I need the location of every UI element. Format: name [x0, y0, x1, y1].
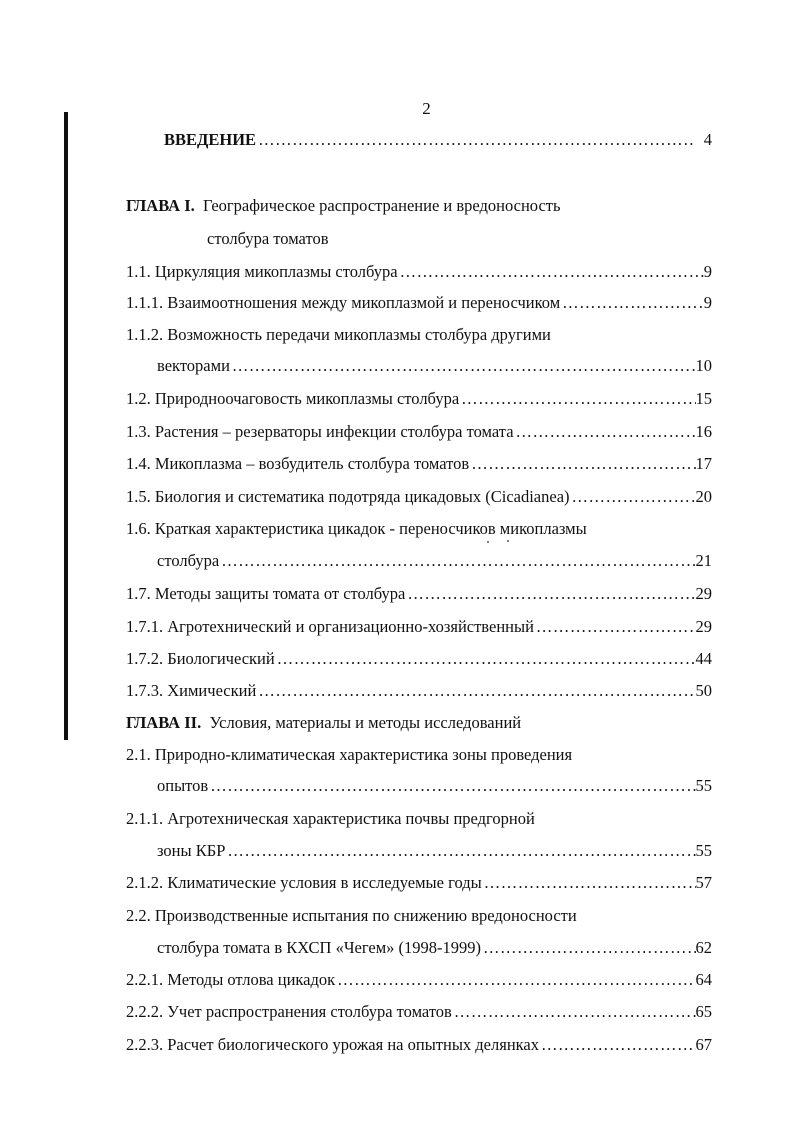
toc-entry [126, 999, 712, 1025]
toc-leader-dots [335, 967, 695, 993]
toc-leader-dots [514, 419, 696, 445]
toc-entry-page: 20 [695, 487, 712, 506]
toc-leader-dots [534, 614, 696, 640]
toc-leader-dots [469, 451, 695, 477]
toc-leader-dots [256, 678, 695, 704]
toc-entry [126, 386, 712, 412]
toc-entry-label: 2.1.1. Агротехническая характеристика почвы предгорной [126, 809, 535, 828]
toc-entry-page: 15 [695, 389, 712, 408]
toc-leader-dots [208, 773, 695, 799]
toc-entry-page: 29 [695, 617, 712, 636]
toc-leader-dots [539, 1032, 696, 1058]
toc-entry-page: 55 [695, 841, 712, 860]
toc-entry [126, 614, 712, 640]
toc-entry-label: 2.2.3. Расчет биологического урожая на опытных делянках [126, 1035, 539, 1054]
toc-entry-label: опытов [157, 776, 209, 795]
toc-entry-page: 55 [695, 776, 712, 795]
toc-entry-cont [157, 838, 712, 864]
toc-entry [126, 516, 712, 542]
toc-entry-label: 1.1.2. Возможность передачи микоплазмы столбура другими [126, 325, 551, 344]
toc-leader-dots [405, 581, 695, 607]
toc-entry [126, 1032, 712, 1058]
chapter-1-heading [126, 193, 712, 219]
toc-entry-label: 1.7.1. Агротехнический и организационно-хозяйственный [126, 617, 534, 636]
toc-entry [126, 678, 712, 704]
toc-entry-page: 64 [695, 970, 712, 989]
toc-entry [126, 903, 712, 929]
toc-intro-label: ВВЕДЕНИЕ [164, 130, 257, 149]
toc-entry-label: 1.1.1. Взаимоотношения между микоплазмой и переносчиком [126, 293, 561, 312]
toc-entry [126, 259, 712, 285]
toc-entry [126, 646, 712, 672]
toc-entry [126, 322, 712, 348]
toc-entry [126, 484, 712, 510]
toc-entry-label: столбура томата в КХСП «Чегем» (1998-1999) [157, 938, 482, 957]
toc-entry-label: 2.2.1. Методы отлова цикадок [126, 970, 336, 989]
toc-leader-dots [225, 838, 695, 864]
toc-entry-label: 1.5. Биология и систематика подотряда цикадовых (Cicadianea) [126, 487, 570, 506]
toc-entry [126, 581, 712, 607]
chapter-1-title: Географическое распространение и вредоносность [203, 196, 561, 215]
chapter-1-number: ГЛАВА I. [126, 196, 195, 215]
chapter-2-title: Условия, материалы и методы исследований [209, 713, 522, 732]
toc-entry-label: 1.7. Методы защиты томата от столбура [126, 584, 406, 603]
chapter-2-heading [126, 710, 712, 736]
toc-entry-page: 67 [695, 1035, 712, 1054]
toc-entry-page: 16 [695, 422, 712, 441]
toc-entry [126, 290, 712, 316]
toc-entry-page: 10 [695, 356, 712, 375]
toc-leader-dots [230, 353, 696, 379]
toc-entry-cont [157, 548, 712, 574]
toc-intro [164, 127, 712, 153]
toc-entry [126, 419, 712, 445]
toc-entry-page: 21 [695, 551, 712, 570]
scan-margin-bar [64, 112, 68, 740]
toc-entry-label: столбура [157, 551, 220, 570]
toc-entry-page: 17 [695, 454, 712, 473]
toc-entry-page: 44 [695, 649, 712, 668]
chapter-1-heading-cont: столбура томатов [207, 229, 329, 248]
toc-entry [126, 742, 712, 768]
toc-entry-page: 50 [695, 681, 712, 700]
toc-entry-label: зоны КБР [157, 841, 226, 860]
toc-entry-label: 1.4. Микоплазма – возбудитель столбура томатов [126, 454, 470, 473]
toc-entry [126, 806, 712, 832]
toc-intro-page: 4 [703, 130, 712, 149]
toc-leader-dots [560, 290, 704, 316]
toc-entry-label: 1.3. Растения – резерваторы инфекции столбура томата [126, 422, 514, 441]
toc-entry-label: 1.6. Краткая характеристика цикадок - переносчиков микоплазмы [126, 519, 587, 538]
toc-entry-label: 2.2. Производственные испытания по снижению вредоносности [126, 906, 577, 925]
toc-entry-cont [157, 773, 712, 799]
toc-entry-label: 2.1.2. Климатические условия в исследуемые годы [126, 873, 482, 892]
toc-leader-dots [398, 259, 704, 285]
toc-entry-label: 2.1. Природно-климатическая характеристика зоны проведения [126, 745, 573, 764]
chapter-2-number: ГЛАВА II. [126, 713, 202, 732]
toc-leader-dots [275, 646, 696, 672]
toc-entry-label: 1.2. Природноочаговость микоплазмы столбура [126, 389, 460, 408]
toc-entry [126, 870, 712, 896]
toc-leader-dots [256, 127, 696, 153]
toc-entry-page: 62 [695, 938, 712, 957]
toc-entry-cont [157, 935, 712, 961]
toc-entry-label: 2.2.2. Учет распространения столбура томатов [126, 1002, 452, 1021]
toc-entry-page: 29 [695, 584, 712, 603]
toc-entry [126, 451, 712, 477]
toc-leader-dots [481, 935, 695, 961]
toc-entry-cont [157, 353, 712, 379]
toc-entry-label: 1.1. Циркуляция микоплазмы столбура [126, 262, 398, 281]
page-number: 2 [422, 99, 431, 118]
toc-leader-dots [452, 999, 696, 1025]
toc-entry [126, 967, 712, 993]
toc-entry-label: векторами [157, 356, 230, 375]
toc-entry-page: 65 [695, 1002, 712, 1021]
toc-entry-label: 1.7.3. Химический [126, 681, 257, 700]
toc-entry-page: 9 [703, 262, 712, 281]
toc-entry-page: 9 [703, 293, 712, 312]
toc-leader-dots [219, 548, 695, 574]
toc-entry-label: 1.7.2. Биологический [126, 649, 275, 668]
toc-leader-dots [570, 484, 696, 510]
toc-entry-page: 57 [695, 873, 712, 892]
toc-leader-dots [482, 870, 696, 896]
toc-leader-dots [459, 386, 695, 412]
